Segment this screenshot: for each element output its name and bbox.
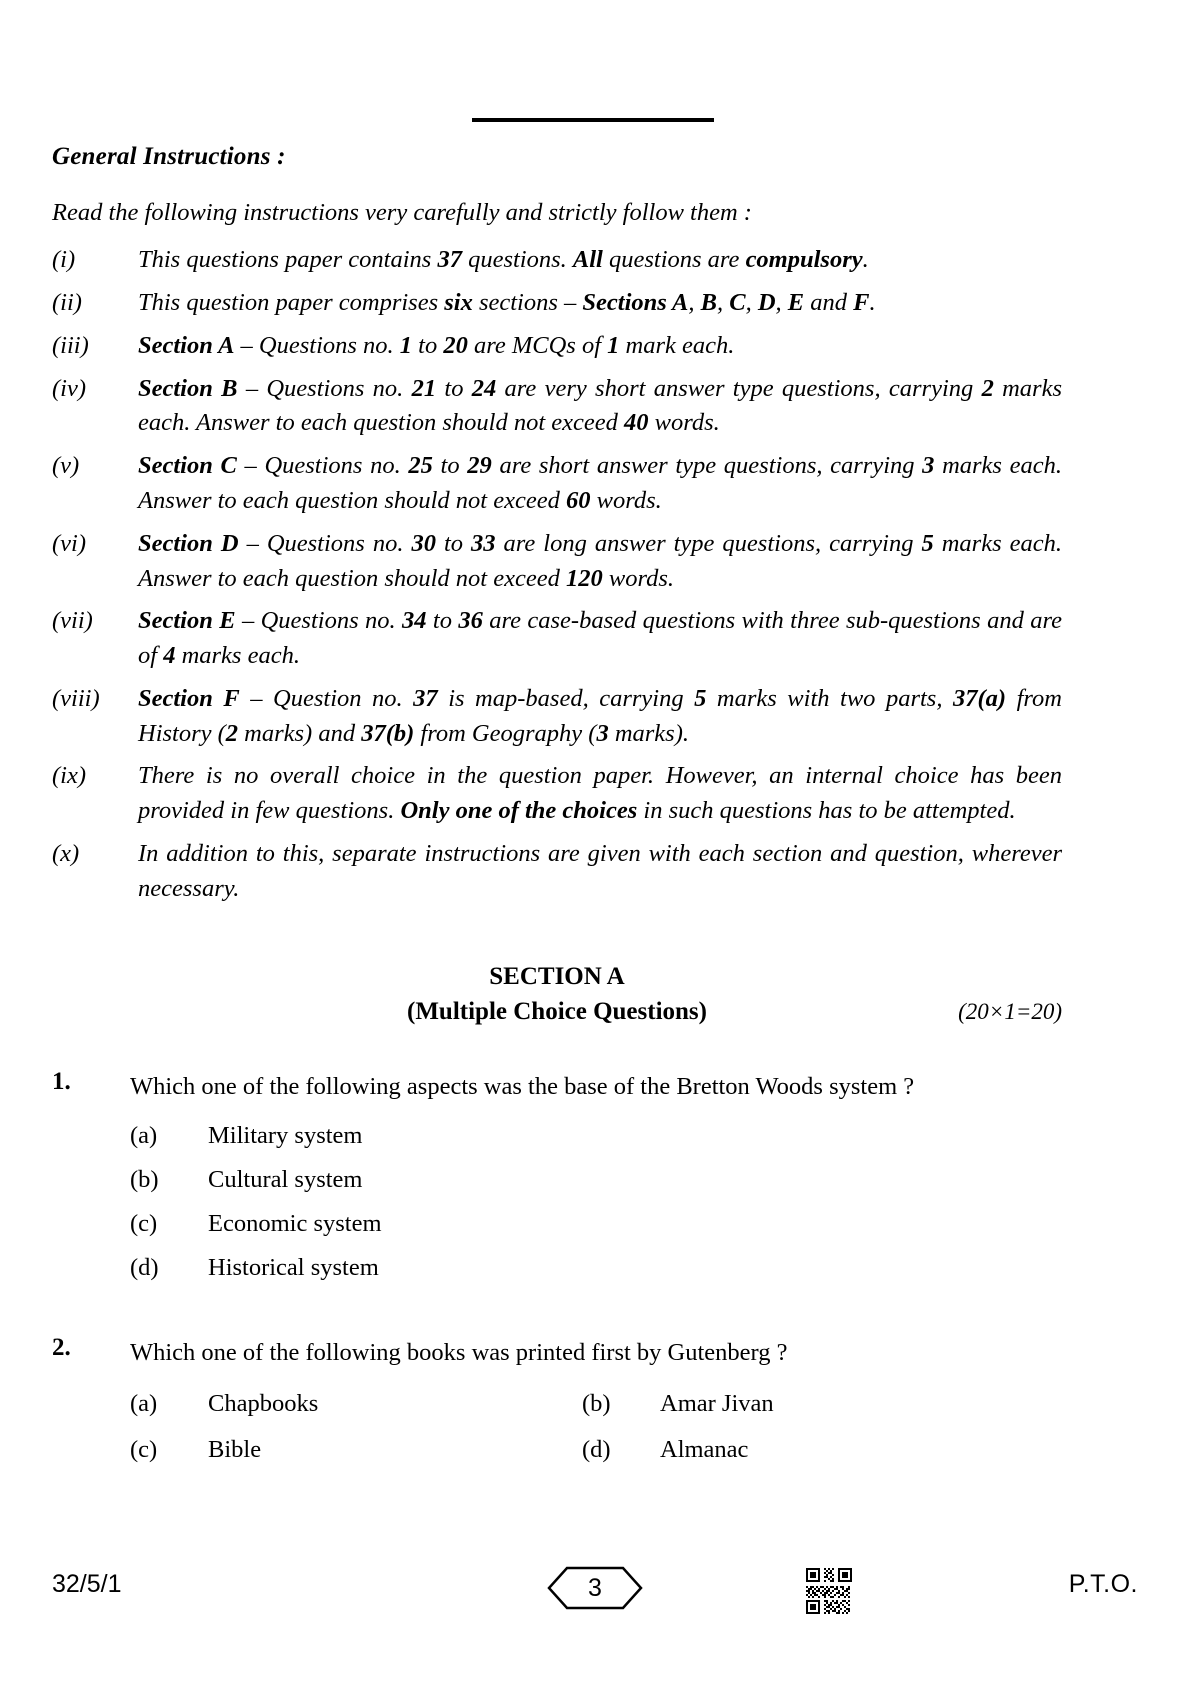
instruction-fragment: to [435,529,472,557]
option-item[interactable] [130,1120,1062,1152]
instruction-item [52,243,1062,278]
instruction-text [138,682,1062,752]
instruction-item [52,837,1062,907]
instruction-number: (ix) [52,762,86,790]
instruction-fragment: , [775,289,788,317]
instruction-emphasis: 36 [458,607,483,635]
instruction-emphasis: Only one of the choices [400,797,638,825]
instruction-item [52,286,1062,321]
instruction-emphasis: 1 [399,331,413,359]
instruction-emphasis: E [787,289,805,317]
instruction-number: (viii) [52,684,100,712]
question-number: 1. [52,1067,71,1095]
instruction-fragment: – Question no. [239,684,414,712]
instruction-fragment: , [745,289,758,317]
instruction-emphasis: D [757,289,776,317]
instruction-emphasis: Section C [138,452,237,480]
option-text: Almanac [660,1436,749,1464]
general-instructions-heading: General Instructions : [52,143,286,170]
instruction-emphasis: 3 [596,719,609,747]
instruction-fragment: . [869,289,876,317]
instruction-emphasis: 60 [565,487,591,515]
instruction-fragment: words. [648,409,720,437]
instruction-fragment: This question paper comprises [138,289,445,317]
instruction-emphasis: 37 [437,246,462,274]
instruction-fragment: – Questions no. [237,374,412,402]
instruction-fragment: , [716,289,730,317]
instruction-emphasis: B [700,289,717,317]
instruction-emphasis: 4 [163,642,176,670]
instruction-fragment: are very short answer type questions, carrying [496,374,982,402]
option-row [130,1434,1062,1466]
instruction-fragment: marks each. [175,642,300,670]
option-text: Economic system [208,1210,382,1237]
instruction-number: (iii) [52,331,89,359]
instruction-emphasis: Section F [138,684,240,712]
instruction-fragment: There is no overall choice in the question paper. However, an internal choice has been provided in few questions. [138,762,1062,825]
instruction-fragment: questions are [602,246,746,274]
instruction-fragment: marks). [608,719,689,747]
option-list [130,1120,1062,1283]
question-text: Which one of the following aspects was the base of the Bretton Woods system ? [130,1072,915,1100]
option-item[interactable] [130,1434,582,1466]
instruction-emphasis: 3 [922,452,935,480]
instruction-emphasis: Section B [138,374,238,402]
instruction-fragment: mark each. [619,331,735,359]
instruction-emphasis: 40 [624,409,649,437]
instruction-emphasis: 24 [471,374,497,402]
instruction-fragment: from History ( [138,684,1062,747]
instruction-text [138,243,1062,278]
instruction-item [52,759,1062,829]
instruction-item [52,682,1062,752]
section-marks: (20×1=20) [958,998,1062,1024]
question-block [52,1068,1062,1296]
instruction-fragment: words. [590,487,662,515]
instruction-fragment: – Questions no. [234,331,400,359]
instruction-number: (vii) [52,607,93,635]
option-text: Bible [208,1436,262,1464]
instruction-emphasis: 29 [467,452,492,480]
instruction-text [138,329,1062,364]
questions-list [52,1068,1062,1480]
section-heading-block [52,959,1062,1030]
instruction-fragment: . [862,246,869,274]
instruction-number: (iv) [52,374,86,402]
instruction-emphasis: 1 [607,331,620,359]
instruction-emphasis: six [444,289,473,317]
instruction-fragment: marks each. Answer to each question should not exceed [138,374,1062,437]
instruction-text [138,837,1062,907]
instruction-fragment: marks with two parts, [706,684,953,712]
question-text: Which one of the following books was printed first by Gutenberg ? [130,1338,788,1366]
instruction-fragment: – Questions no. [236,452,409,480]
instruction-emphasis: 25 [408,452,433,480]
instruction-fragment: is map-based, carrying [437,684,695,712]
instruction-emphasis: compulsory [745,246,863,274]
instruction-emphasis: Section E [138,607,236,635]
instruction-text [138,286,1062,321]
page-number: 3 [588,1573,602,1602]
instruction-fragment: – Questions no. [238,529,412,557]
instruction-fragment: marks) and [238,719,362,747]
instructions-list [52,243,1062,906]
instruction-number: (i) [52,246,76,274]
instruction-number: (ii) [52,289,82,317]
instruction-fragment: , [688,289,701,317]
instruction-fragment: marks each. Answer to each question should not exceed [138,529,1062,592]
option-text: Amar Jivan [660,1390,774,1418]
option-text: Chapbooks [208,1390,319,1418]
instruction-fragment: to [432,452,468,480]
instruction-emphasis: 2 [981,374,994,402]
instruction-item [52,604,1062,674]
option-text: Historical system [208,1253,379,1281]
instruction-fragment: to [412,331,444,359]
instruction-emphasis: 37(a) [953,684,1007,712]
page-number-badge [547,1566,643,1610]
qr-code-icon [806,1568,852,1614]
instruction-fragment: are long answer type questions, carrying [495,529,922,557]
instruction-fragment: marks each. Answer to each question should not exceed [138,452,1062,515]
instruction-emphasis: 30 [411,529,436,557]
instruction-item [52,329,1062,364]
option-item[interactable] [130,1252,1062,1284]
instruction-emphasis: 5 [921,529,934,557]
instruction-emphasis: 37(b) [361,719,415,747]
instruction-fragment: sections – [472,289,583,317]
option-text: Cultural system [208,1166,363,1194]
option-label: (d) [582,1436,611,1464]
instruction-fragment: words. [602,564,674,592]
section-subtitle: (Multiple Choice Questions) [407,998,707,1026]
option-label: (d) [130,1253,159,1281]
instruction-emphasis: 5 [694,684,707,712]
option-item[interactable] [130,1388,582,1420]
top-horizontal-rule [472,118,714,122]
option-label: (a) [130,1390,158,1418]
instruction-fragment: This questions paper contains [138,246,438,274]
instruction-fragment: from Geography ( [414,719,597,747]
instruction-fragment: are case-based questions with three sub-questions and are of [138,607,1062,670]
option-item[interactable] [130,1208,1062,1240]
instruction-fragment: questions. [461,246,573,274]
page-footer [0,1566,1190,1626]
instruction-item [52,449,1062,519]
instruction-emphasis: F [853,289,870,317]
question-number: 2. [52,1333,71,1361]
instruction-emphasis: C [729,289,746,317]
instruction-emphasis: 21 [411,374,437,402]
option-label: (c) [130,1210,158,1237]
instruction-item [52,372,1062,442]
instruction-emphasis: 2 [225,719,239,747]
option-row [130,1388,1062,1420]
page-content [52,143,1062,1480]
instruction-fragment: in such questions has to be attempted. [637,797,1016,825]
option-text: Military system [208,1122,363,1150]
instruction-fragment: are short answer type questions, carrying [491,452,923,480]
instruction-fragment: and [804,289,854,317]
instruction-text [138,449,1062,519]
instruction-number: (v) [52,452,80,480]
instruction-emphasis: 120 [565,564,603,592]
instruction-fragment: In addition to this, separate instructions are given with each section and question, wherever necessary. [138,840,1062,902]
instructions-lead-line: Read the following instructions very carefully and strictly follow them : [52,199,752,226]
instruction-emphasis: Section D [138,529,239,557]
instruction-text [138,604,1062,674]
instruction-text [138,372,1062,442]
instruction-fragment: to [436,374,472,402]
instruction-number: (x) [52,840,80,868]
option-label: (a) [130,1122,158,1150]
instruction-emphasis: 37 [413,684,438,712]
question-body [130,1068,1062,1296]
paper-code: 32/5/1 [52,1570,122,1598]
section-title: SECTION A [489,962,625,990]
instruction-emphasis: 33 [471,529,496,557]
instruction-item [52,527,1062,597]
instruction-fragment: to [426,607,459,635]
option-item[interactable] [582,1434,1034,1466]
option-item[interactable] [582,1388,1034,1420]
option-list [130,1388,1062,1466]
option-label: (c) [130,1436,158,1464]
option-label: (b) [130,1166,159,1194]
instruction-emphasis: All [572,246,603,274]
pto-label: P.T.O. [1068,1570,1138,1598]
instruction-emphasis: 34 [402,607,427,635]
instruction-fragment: – Questions no. [235,607,403,635]
instruction-emphasis: Sections A [582,289,689,317]
question-block [52,1334,1062,1480]
instruction-emphasis: Section A [138,331,235,359]
instruction-emphasis: 20 [443,331,468,359]
option-label: (b) [582,1390,611,1418]
instruction-number: (vi) [52,529,86,557]
question-body [130,1334,1062,1480]
instruction-text [138,759,1062,829]
instruction-fragment: are MCQs of [467,331,608,359]
instruction-text [138,527,1062,597]
option-item[interactable] [130,1164,1062,1196]
